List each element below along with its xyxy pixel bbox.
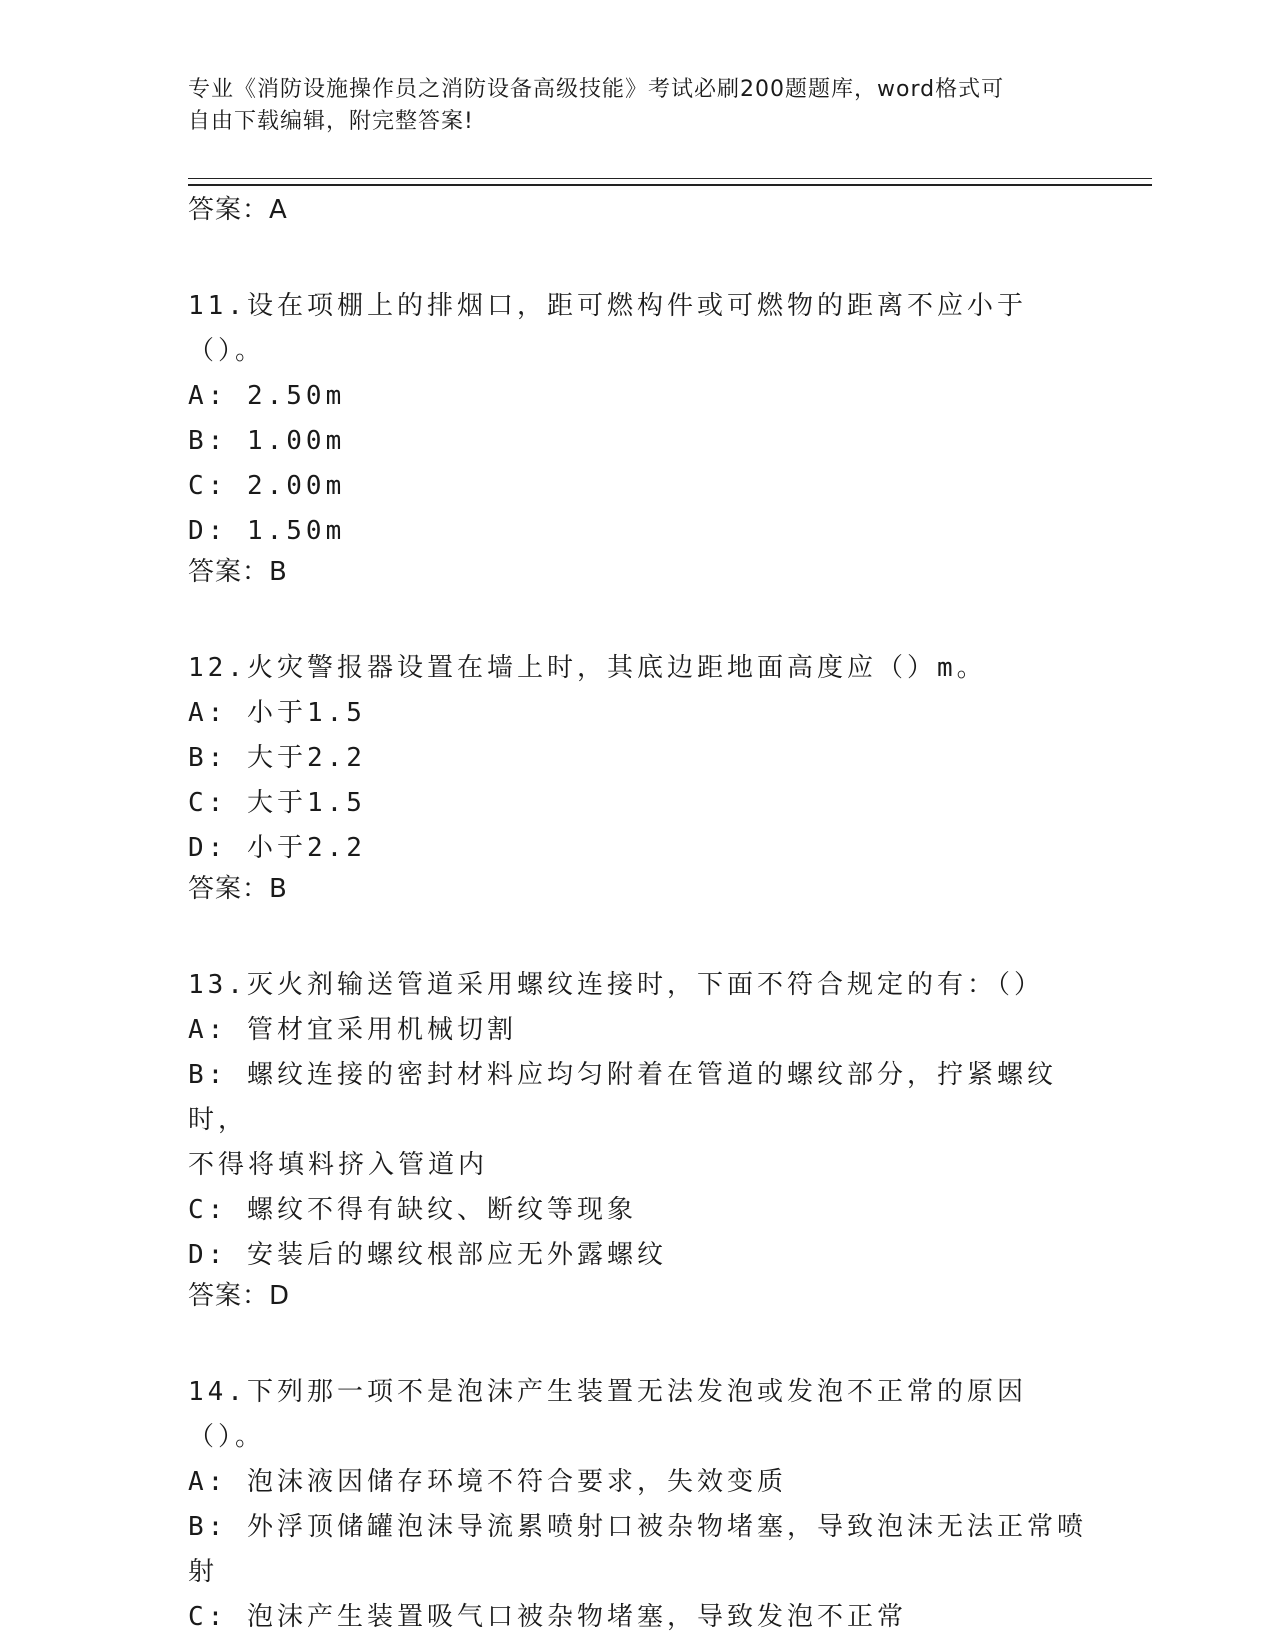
question-stem: 13.灭火剂输送管道采用螺纹连接时，下面不符合规定的有：（） <box>188 970 1044 1000</box>
question-block <box>188 284 1088 599</box>
header-line-2: 自由下载编辑，附完整答案! <box>188 109 474 134</box>
option-b: B: 螺纹连接的密封材料应均匀附着在管道的螺纹部分，拧紧螺纹时， <box>188 1060 1057 1135</box>
answer-line: 答案：B <box>188 557 288 587</box>
option-b: B: 1.00m <box>188 426 346 456</box>
header-divider <box>188 178 1152 186</box>
option-b: B: 外浮顶储罐泡沫导流累喷射口被杂物堵塞，导致泡沫无法正常喷射 <box>188 1512 1087 1587</box>
option-a: A: 管材宜采用机械切割 <box>188 1015 517 1045</box>
option-c: C: 螺纹不得有缺纹、断纹等现象 <box>188 1195 637 1225</box>
option-a: A: 小于1.5 <box>188 698 366 728</box>
answer-line: 答案：D <box>188 1281 291 1311</box>
answer-line: 答案：A <box>188 195 288 225</box>
question-stem: 14.下列那一项不是泡沫产生装置无法发泡或发泡不正常的原因（）。 <box>188 1377 1027 1452</box>
option-d: D: 小于2.2 <box>188 833 366 863</box>
option-d: D: 安装后的螺纹根部应无外露螺纹 <box>188 1240 667 1270</box>
header-line-1: 专业《消防设施操作员之消防设备高级技能》考试必刷200题题库，word格式可 <box>188 77 1005 102</box>
option-c: C: 大于1.5 <box>188 788 366 818</box>
option-c: C: 2.00m <box>188 471 346 501</box>
answer-line: 答案：B <box>188 874 288 904</box>
question-stem: 12.火灾警报器设置在墙上时，其底边距地面高度应（）m。 <box>188 653 987 683</box>
document-header <box>188 74 1068 138</box>
question-block <box>188 963 1088 1323</box>
spacer <box>188 237 1088 284</box>
option-a: A: 泡沫液因储存环境不符合要求，失效变质 <box>188 1467 787 1497</box>
option-c: C: 泡沫产生装置吸气口被杂物堵塞，导致发泡不正常 <box>188 1602 907 1632</box>
document-body <box>188 192 1088 1640</box>
spacer <box>188 1323 1088 1370</box>
option-b: B: 大于2.2 <box>188 743 366 773</box>
spacer <box>188 916 1088 963</box>
question-stem: 11.设在项棚上的排烟口，距可燃构件或可燃物的距离不应小于（）。 <box>188 291 1027 366</box>
question-block <box>188 1370 1088 1640</box>
option-d: D: 1.50m <box>188 516 346 546</box>
option-b-continued: 不得将填料挤入管道内 <box>188 1150 489 1180</box>
option-a: A: 2.50m <box>188 381 346 411</box>
spacer <box>188 599 1088 646</box>
question-block <box>188 646 1088 916</box>
